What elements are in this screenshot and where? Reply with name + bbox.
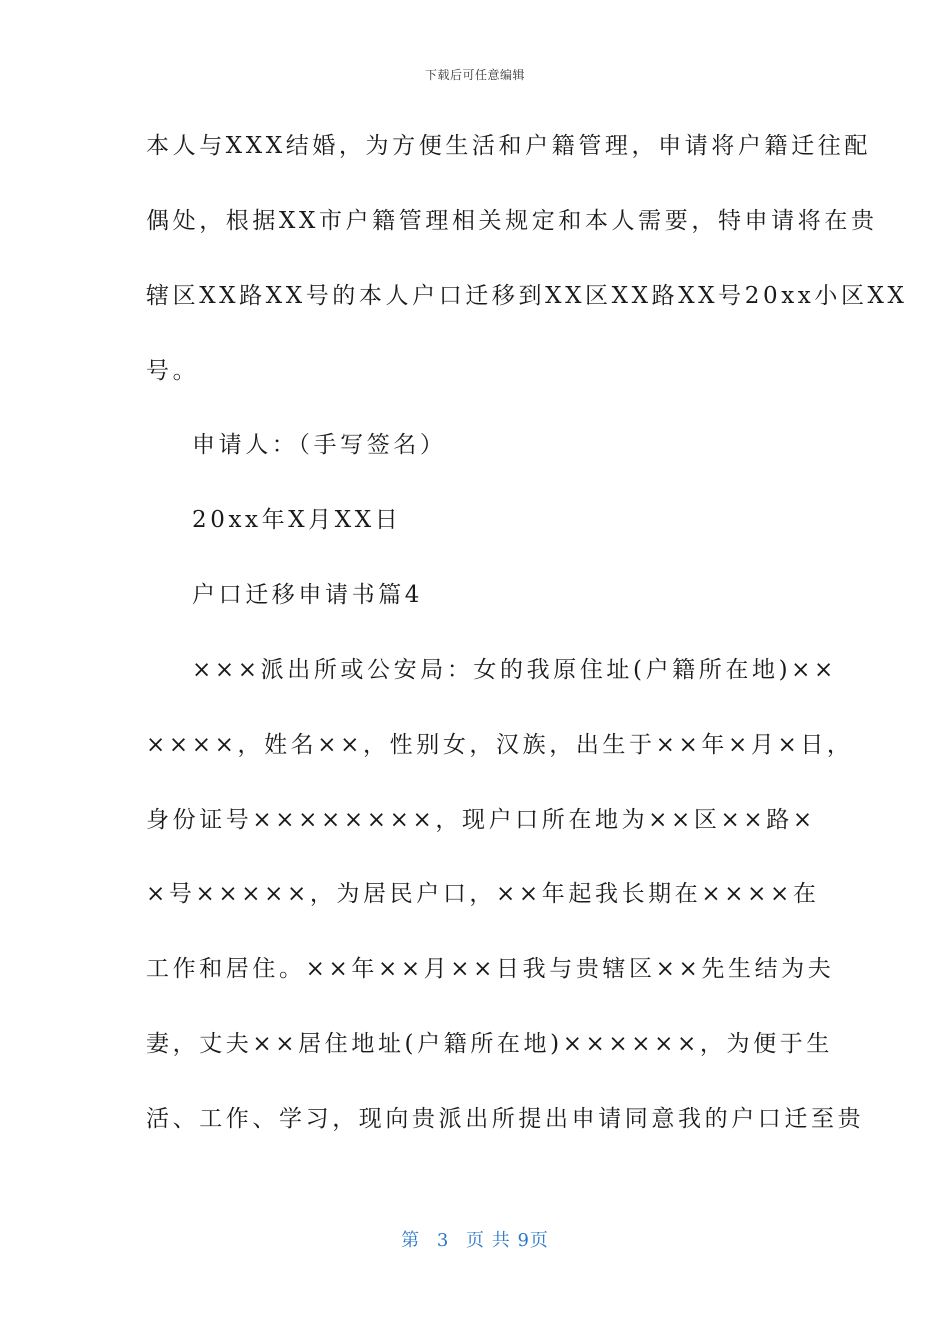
paragraph-line: 活、工作、学习，现向贵派出所提出申请同意我的户口迁至贵 xyxy=(146,1106,865,1132)
paragraph-line: 妻，丈夫××居住地址(户籍所在地)××××××，为便于生 xyxy=(146,1031,833,1057)
footer-prefix: 第 xyxy=(401,1230,421,1251)
date-line: 20xx年X月XX日 xyxy=(192,507,402,533)
total-pages: 9 xyxy=(517,1230,530,1251)
paragraph-line: 本人与XXX结婚，为方便生活和户籍管理，申请将户籍迁往配 xyxy=(146,133,871,159)
paragraph-line: 辖区XX路XX号的本人户口迁移到XX区XX路XX号20xx小区XX xyxy=(146,283,908,309)
paragraph-line: ×号×××××，为居民户口，××年起我长期在××××在 xyxy=(146,881,820,907)
paragraph-line: 工作和居住。××年××月××日我与贵辖区××先生结为夫 xyxy=(146,956,835,982)
applicant-signature-line: 申请人：（手写签名） xyxy=(192,432,447,458)
paragraph-line: 偶处，根据XX市户籍管理相关规定和本人需要，特申请将在贵 xyxy=(146,208,878,234)
footer-suffix: 页 xyxy=(529,1230,549,1251)
footer-middle: 页 共 xyxy=(466,1230,511,1251)
paragraph-line: 号。 xyxy=(146,358,200,384)
current-page-number: 3 xyxy=(436,1230,450,1251)
paragraph-line: 身份证号××××××××，现户口所在地为××区××路× xyxy=(146,807,816,833)
paragraph-line: ×××派出所或公安局：女的我原住址(户籍所在地)×× xyxy=(192,657,837,683)
page-header-note: 下载后可任意编辑 xyxy=(424,68,525,82)
page-footer xyxy=(0,1226,950,1252)
section-title: 户口迁移申请书篇4 xyxy=(192,582,424,608)
paragraph-line: ××××，姓名××，性别女，汉族，出生于××年×月×日， xyxy=(146,732,854,758)
